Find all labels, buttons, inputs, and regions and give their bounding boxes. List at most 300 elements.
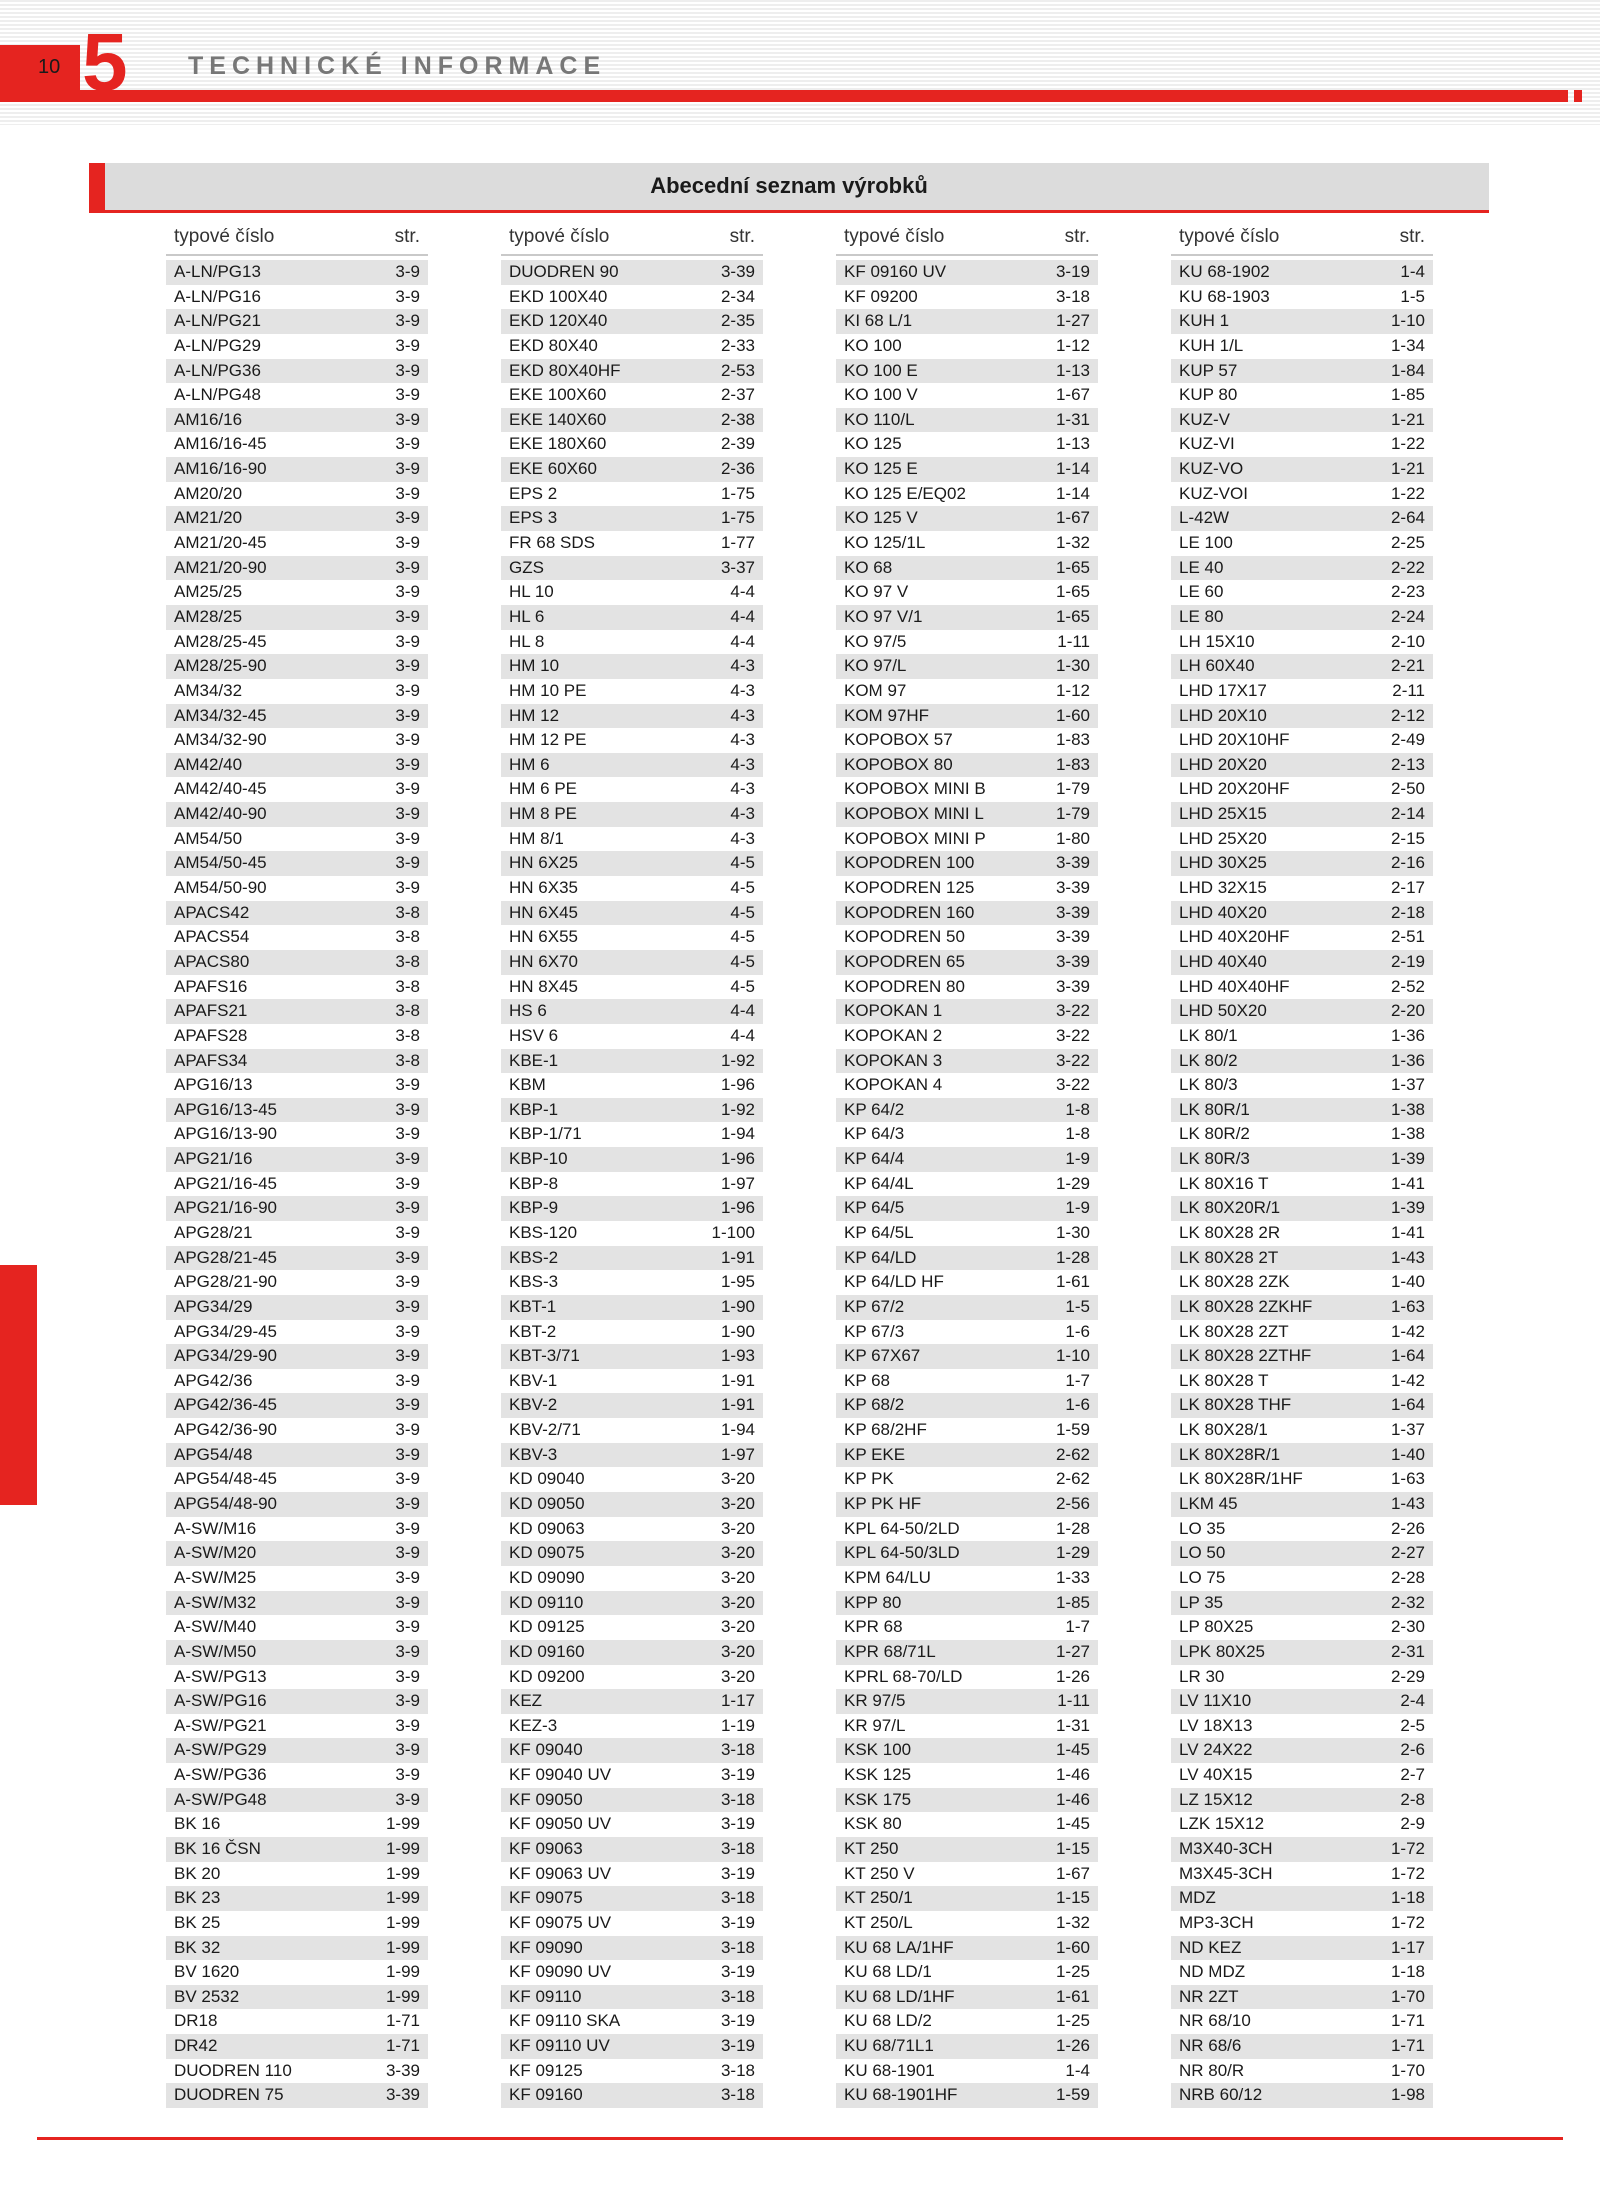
product-code: NR 68/10: [1179, 2011, 1251, 2031]
product-code: ND MDZ: [1179, 1962, 1246, 1982]
product-code: APACS80: [174, 951, 250, 971]
page-ref: 3-9: [395, 385, 420, 405]
page-ref: 1-30: [1055, 656, 1090, 676]
page-ref: 1-64: [1390, 1395, 1425, 1415]
product-code: BK 25: [174, 1912, 221, 1932]
table-row: [166, 1369, 428, 1394]
page-ref: 3-9: [395, 434, 420, 454]
page-ref: 1-4: [1400, 262, 1425, 281]
product-code: NRB 60/12: [1179, 2085, 1263, 2105]
table-row: [836, 1738, 1098, 1763]
page-ref: 1-99: [385, 1962, 420, 1982]
product-code: KR 97/L: [844, 1715, 906, 1735]
page-ref: 3-8: [395, 951, 420, 971]
page-ref: 1-85: [1055, 1592, 1090, 1612]
product-code: LV 24X22: [1179, 1740, 1253, 1760]
page-ref: 1-65: [1055, 606, 1090, 626]
product-code: KPR 68: [844, 1617, 903, 1637]
table-row: [166, 802, 428, 827]
page-ref: 3-9: [395, 1641, 420, 1661]
table-row: [1171, 1221, 1433, 1246]
page-ref: 2-8: [1400, 1789, 1425, 1809]
page-ref: 1-5: [1065, 1296, 1090, 1316]
table-row: [1171, 1665, 1433, 1690]
product-code: AM28/25-45: [174, 631, 267, 651]
page-ref: 1-28: [1055, 1518, 1090, 1538]
table-row: [501, 1147, 763, 1172]
page-ref: 1-79: [1055, 779, 1090, 799]
table-row: [836, 1911, 1098, 1936]
product-code: LHD 20X10: [1179, 705, 1267, 725]
table-row: [501, 1492, 763, 1517]
page-ref: 3-9: [395, 286, 420, 306]
page-ref: 1-61: [1055, 1986, 1090, 2006]
table-row: [1171, 901, 1433, 926]
table-row: [1171, 1196, 1433, 1221]
page-ref: 3-39: [1055, 951, 1090, 971]
table-row: [166, 975, 428, 1000]
page-ref: 3-20: [720, 1666, 755, 1686]
page-ref: 3-22: [1055, 1050, 1090, 1070]
page-ref: 1-71: [1390, 2036, 1425, 2056]
table-row: [1171, 580, 1433, 605]
page-ref: 3-9: [395, 262, 420, 281]
page-ref: 2-9: [1400, 1814, 1425, 1834]
product-code: BK 16 ČSN: [174, 1839, 261, 1858]
page-ref: 2-6: [1400, 1740, 1425, 1760]
table-row: [836, 1024, 1098, 1049]
product-code: KBP-1/71: [509, 1124, 582, 1144]
table-row: [1171, 2034, 1433, 2059]
page-ref: 2-23: [1390, 582, 1425, 602]
page-ref: 2-28: [1390, 1567, 1425, 1587]
product-code: NR 2ZT: [1179, 1986, 1239, 2006]
table-row: [501, 654, 763, 679]
table-row: [501, 975, 763, 1000]
table-row: [836, 1172, 1098, 1197]
product-code: KP 68/2HF: [844, 1420, 927, 1440]
product-code: KPL 64-50/2LD: [844, 1518, 960, 1538]
page-ref: 1-18: [1390, 1888, 1425, 1908]
table-row: [1171, 1418, 1433, 1443]
table-row: [836, 1788, 1098, 1813]
page-ref: 1-8: [1065, 1099, 1090, 1119]
table-row: [1171, 1714, 1433, 1739]
product-code: KO 125/1L: [844, 533, 926, 553]
product-code: KBV-3: [509, 1444, 558, 1464]
page-ref: 1-91: [720, 1247, 755, 1267]
page-ref: 1-96: [720, 1075, 755, 1095]
product-code: LHD 40X20HF: [1179, 927, 1290, 947]
table-row: [1171, 1049, 1433, 1074]
page-ref: 2-29: [1390, 1666, 1425, 1686]
table-row: [1171, 1936, 1433, 1961]
page-ref: 1-10: [1055, 1346, 1090, 1366]
product-code: APAFS16: [174, 976, 248, 996]
table-row: [501, 408, 763, 433]
table-row: [166, 2083, 428, 2108]
product-code: DR18: [174, 2011, 218, 2031]
product-code: KP 64/3: [844, 1124, 905, 1144]
product-code: AM20/20: [174, 483, 243, 503]
table-row: [836, 1689, 1098, 1714]
page-ref: 3-9: [395, 1099, 420, 1119]
page-ref: 3-39: [385, 2085, 420, 2105]
page-ref: 3-9: [395, 828, 420, 848]
table-row: [1171, 1246, 1433, 1271]
product-code: A-SW/PG21: [174, 1715, 267, 1735]
page-ref: 1-38: [1390, 1124, 1425, 1144]
product-code: LK 80X28 2ZT: [1179, 1321, 1289, 1341]
page-ref: 3-19: [720, 2011, 755, 2031]
page-ref: 1-41: [1390, 1222, 1425, 1242]
product-code: KOPODREN 65: [844, 951, 965, 971]
page-ref: 3-9: [395, 1222, 420, 1242]
table-row: [501, 1073, 763, 1098]
product-code: MDZ: [1179, 1888, 1216, 1908]
page-ref: 3-39: [385, 2060, 420, 2080]
table-row: [1171, 1812, 1433, 1837]
product-code: ND KEZ: [1179, 1937, 1242, 1957]
page-ref: 2-36: [720, 459, 755, 479]
table-row: [836, 359, 1098, 384]
product-code: LHD 20X20: [1179, 754, 1267, 774]
product-code: HM 12: [509, 705, 560, 725]
page-ref: 1-63: [1390, 1469, 1425, 1489]
product-code: LE 60: [1179, 582, 1224, 602]
product-column-4: [1171, 226, 1433, 2108]
product-code: AM42/40-90: [174, 804, 267, 824]
table-row: [836, 1492, 1098, 1517]
product-code: KF 09050 UV: [509, 1814, 612, 1834]
product-code: APG16/13: [174, 1075, 253, 1095]
table-row: [1171, 383, 1433, 408]
table-row: [501, 925, 763, 950]
page-ref: 2-13: [1390, 754, 1425, 774]
table-row: [501, 753, 763, 778]
footer-rule: [37, 2137, 1563, 2140]
page-ref: 3-9: [395, 878, 420, 898]
page-ref: 1-80: [1055, 828, 1090, 848]
table-row: [836, 1270, 1098, 1295]
product-code: AM34/32-90: [174, 730, 267, 750]
product-code: LHD 40X40: [1179, 951, 1267, 971]
product-code: LK 80X28R/1: [1179, 1444, 1281, 1464]
table-row: [1171, 1862, 1433, 1887]
page-ref: 1-96: [720, 1149, 755, 1169]
product-code: EPS 3: [509, 508, 558, 528]
table-row: [836, 876, 1098, 901]
product-code: APG21/16-90: [174, 1198, 278, 1218]
product-code: A-LN/PG48: [174, 385, 261, 405]
table-row: [1171, 260, 1433, 285]
page-ref: 1-11: [1057, 631, 1090, 651]
table-row: [501, 827, 763, 852]
product-code: AM16/16: [174, 409, 243, 429]
product-code: KF 09160 UV: [844, 262, 947, 281]
page-ref: 3-9: [395, 483, 420, 503]
product-code: KOPOBOX MINI P: [844, 828, 986, 848]
table-row: [836, 1665, 1098, 1690]
product-code: EKD 80X40HF: [509, 360, 621, 380]
page-ref: 3-9: [395, 1444, 420, 1464]
product-column-1: [166, 226, 428, 2108]
table-row: [166, 531, 428, 556]
page-ref: 3-9: [395, 656, 420, 676]
header-code: typové číslo: [844, 226, 945, 247]
table-row: [501, 999, 763, 1024]
page-ref: 3-22: [1055, 1001, 1090, 1021]
page-ref: 4-4: [730, 1001, 755, 1021]
page-ref: 2-21: [1390, 656, 1425, 676]
table-row: [501, 580, 763, 605]
table-row: [166, 1295, 428, 1320]
page-ref: 3-9: [395, 533, 420, 553]
product-code: LP 80X25: [1179, 1617, 1254, 1637]
page-ref: 4-3: [730, 680, 755, 700]
product-code: KP 67/3: [844, 1321, 905, 1341]
page-ref: 1-43: [1390, 1494, 1425, 1514]
page-ref: 1-13: [1055, 360, 1090, 380]
page-ref: 2-24: [1390, 606, 1425, 626]
page-ref: 1-67: [1055, 385, 1090, 405]
table-row: [501, 1221, 763, 1246]
table-row: [166, 556, 428, 581]
product-code: A-LN/PG29: [174, 335, 261, 355]
page-ref: 1-70: [1390, 2060, 1425, 2080]
table-row: [836, 1763, 1098, 1788]
page-ref: 4-3: [730, 656, 755, 676]
table-row: [836, 260, 1098, 285]
table-row: [501, 1024, 763, 1049]
page-ref: 4-5: [730, 878, 755, 898]
table-row: [1171, 975, 1433, 1000]
page-ref: 2-30: [1390, 1617, 1425, 1637]
product-code: KBV-2/71: [509, 1420, 581, 1440]
page-ref: 3-9: [395, 1567, 420, 1587]
page-ref: 1-6: [1065, 1321, 1090, 1341]
table-row: [836, 1591, 1098, 1616]
page-ref: 2-50: [1390, 779, 1425, 799]
product-code: EKE 100X60: [509, 385, 607, 405]
table-row: [836, 753, 1098, 778]
product-code: KU 68 LD/2: [844, 2011, 932, 2031]
product-code: LK 80X28/1: [1179, 1420, 1268, 1440]
product-code: KD 09110: [509, 1592, 584, 1612]
page-ref: 4-3: [730, 754, 755, 774]
table-row: [836, 1073, 1098, 1098]
product-code: GZS: [509, 557, 544, 577]
table-row: [836, 802, 1098, 827]
page-ref: 3-9: [395, 1395, 420, 1415]
page-ref: 3-20: [720, 1543, 755, 1563]
product-code: KO 97 V/1: [844, 606, 923, 626]
page-ref: 3-8: [395, 1025, 420, 1045]
product-code: LHD 20X20HF: [1179, 779, 1290, 799]
table-row: [1171, 1098, 1433, 1123]
product-column-3: [836, 226, 1098, 2108]
page-ref: 2-22: [1390, 557, 1425, 577]
table-row: [501, 309, 763, 334]
product-code: LHD 25X20: [1179, 828, 1267, 848]
product-code: LHD 30X25: [1179, 853, 1267, 873]
table-row: [501, 2059, 763, 2084]
product-code: HL 10: [509, 582, 554, 602]
table-row: [836, 1566, 1098, 1591]
product-code: KOPOBOX 57: [844, 730, 953, 750]
page-ref: 3-9: [395, 1075, 420, 1095]
page-ref: 2-35: [720, 311, 755, 331]
table-row: [836, 1837, 1098, 1862]
table-row: [166, 1320, 428, 1345]
page-ref: 2-14: [1390, 804, 1425, 824]
page-ref: 3-9: [395, 680, 420, 700]
product-code: KSK 125: [844, 1765, 912, 1785]
product-code: KF 09090: [509, 1937, 583, 1957]
table-row: [836, 1196, 1098, 1221]
table-row: [166, 1393, 428, 1418]
page-ref: 1-27: [1055, 1641, 1090, 1661]
table-row: [1171, 482, 1433, 507]
product-code: LHD 17X17: [1179, 680, 1267, 700]
product-code: A-SW/M50: [174, 1641, 257, 1661]
page-ref: 1-6: [1065, 1395, 1090, 1415]
page-ref: 4-5: [730, 927, 755, 947]
product-code: AM21/20-90: [174, 557, 267, 577]
page-ref: 2-53: [720, 360, 755, 380]
table-row: [501, 1418, 763, 1443]
product-code: KUP 57: [1179, 360, 1238, 380]
product-code: KEZ-3: [509, 1715, 558, 1735]
page-ref: 3-9: [395, 730, 420, 750]
page-ref: 3-19: [720, 1765, 755, 1785]
table-row: [166, 1665, 428, 1690]
table-row: [501, 1788, 763, 1813]
product-code: LK 80X28 2T: [1179, 1247, 1279, 1267]
page-ref: 1-14: [1055, 459, 1090, 479]
product-code: KBS-2: [509, 1247, 559, 1267]
table-row: [836, 851, 1098, 876]
table-row: [166, 876, 428, 901]
page-ref: 2-51: [1390, 927, 1425, 947]
table-row: [1171, 1960, 1433, 1985]
page-ref: 4-4: [730, 631, 755, 651]
page-ref: 2-20: [1390, 1001, 1425, 1021]
product-code: AM21/20-45: [174, 533, 267, 553]
product-code: KBS-3: [509, 1272, 559, 1292]
table-title-bar: [89, 163, 1489, 213]
page-ref: 1-25: [1055, 2011, 1090, 2031]
page-ref: 1-17: [720, 1691, 755, 1711]
product-code: KUZ-VOI: [1179, 483, 1248, 503]
page-ref: 1-37: [1390, 1075, 1425, 1095]
table-row: [1171, 605, 1433, 630]
table-row: [1171, 802, 1433, 827]
table-row: [1171, 827, 1433, 852]
table-row: [1171, 506, 1433, 531]
page-ref: 1-21: [1390, 409, 1425, 429]
table-row: [166, 1344, 428, 1369]
product-code: DUODREN 75: [174, 2085, 284, 2105]
page-ref: 3-18: [720, 2085, 755, 2105]
page-ref: 2-25: [1390, 533, 1425, 553]
table-row: [501, 802, 763, 827]
table-row: [166, 1812, 428, 1837]
table-row: [501, 704, 763, 729]
product-code: LR 30: [1179, 1666, 1225, 1686]
product-code: KI 68 L/1: [844, 311, 913, 331]
page-ref: 1-5: [1400, 286, 1425, 306]
header-rule: [0, 90, 1562, 102]
table-row: [501, 1591, 763, 1616]
table-row: [1171, 1172, 1433, 1197]
product-code: KBS-120: [509, 1222, 578, 1242]
page-ref: 1-90: [720, 1321, 755, 1341]
page-ref: 3-18: [720, 1789, 755, 1809]
product-code: APG54/48: [174, 1444, 253, 1464]
product-code: LK 80R/3: [1179, 1149, 1250, 1169]
page-ref: 1-26: [1055, 2036, 1090, 2056]
product-code: KT 250 V: [844, 1863, 915, 1883]
product-code: A-LN/PG21: [174, 311, 261, 331]
product-code: KO 100 V: [844, 385, 918, 405]
page-ref: 1-91: [720, 1370, 755, 1390]
product-code: KOPOKAN 1: [844, 1001, 943, 1021]
page-ref: 1-28: [1055, 1247, 1090, 1267]
page-ref: 2-49: [1390, 730, 1425, 750]
page-ref: 1-9: [1065, 1149, 1090, 1169]
product-code: A-LN/PG16: [174, 286, 261, 306]
page-ref: 1-83: [1055, 754, 1090, 774]
table-row: [166, 1615, 428, 1640]
page-ref: 1-63: [1390, 1296, 1425, 1316]
page-ref: 3-9: [395, 311, 420, 331]
table-row: [1171, 630, 1433, 655]
product-code: AM54/50-90: [174, 878, 267, 898]
table-row: [166, 1689, 428, 1714]
product-code: KF 09110 SKA: [509, 2011, 621, 2031]
page-number: 10: [0, 45, 80, 102]
product-code: KR 97/5: [844, 1691, 906, 1711]
page-ref: 3-19: [1055, 262, 1090, 281]
page-ref: 2-52: [1390, 976, 1425, 996]
table-row: [1171, 2083, 1433, 2108]
product-code: KF 09063 UV: [509, 1863, 612, 1883]
section-title: TECHNICKÉ INFORMACE: [188, 52, 607, 80]
page-ref: 3-18: [720, 1986, 755, 2006]
product-code: BK 16: [174, 1814, 221, 1834]
product-code: HM 8/1: [509, 828, 564, 848]
page-ref: 3-9: [395, 1789, 420, 1809]
product-code: LK 80/1: [1179, 1025, 1238, 1045]
table-row: [836, 654, 1098, 679]
table-row: [166, 2009, 428, 2034]
table-row: [836, 1098, 1098, 1123]
page-ref: 3-9: [395, 1691, 420, 1711]
page-ref: 1-34: [1390, 335, 1425, 355]
page-ref: 1-96: [720, 1198, 755, 1218]
table-row: [501, 1344, 763, 1369]
product-code: KBE-1: [509, 1050, 559, 1070]
page-ref: 4-3: [730, 730, 755, 750]
table-row: [501, 950, 763, 975]
table-row: [1171, 1788, 1433, 1813]
page-ref: 1-31: [1055, 409, 1090, 429]
product-code: KO 97 V: [844, 582, 909, 602]
product-code: KP EKE: [844, 1444, 906, 1464]
table-row: [166, 728, 428, 753]
page-ref: 1-72: [1390, 1912, 1425, 1932]
